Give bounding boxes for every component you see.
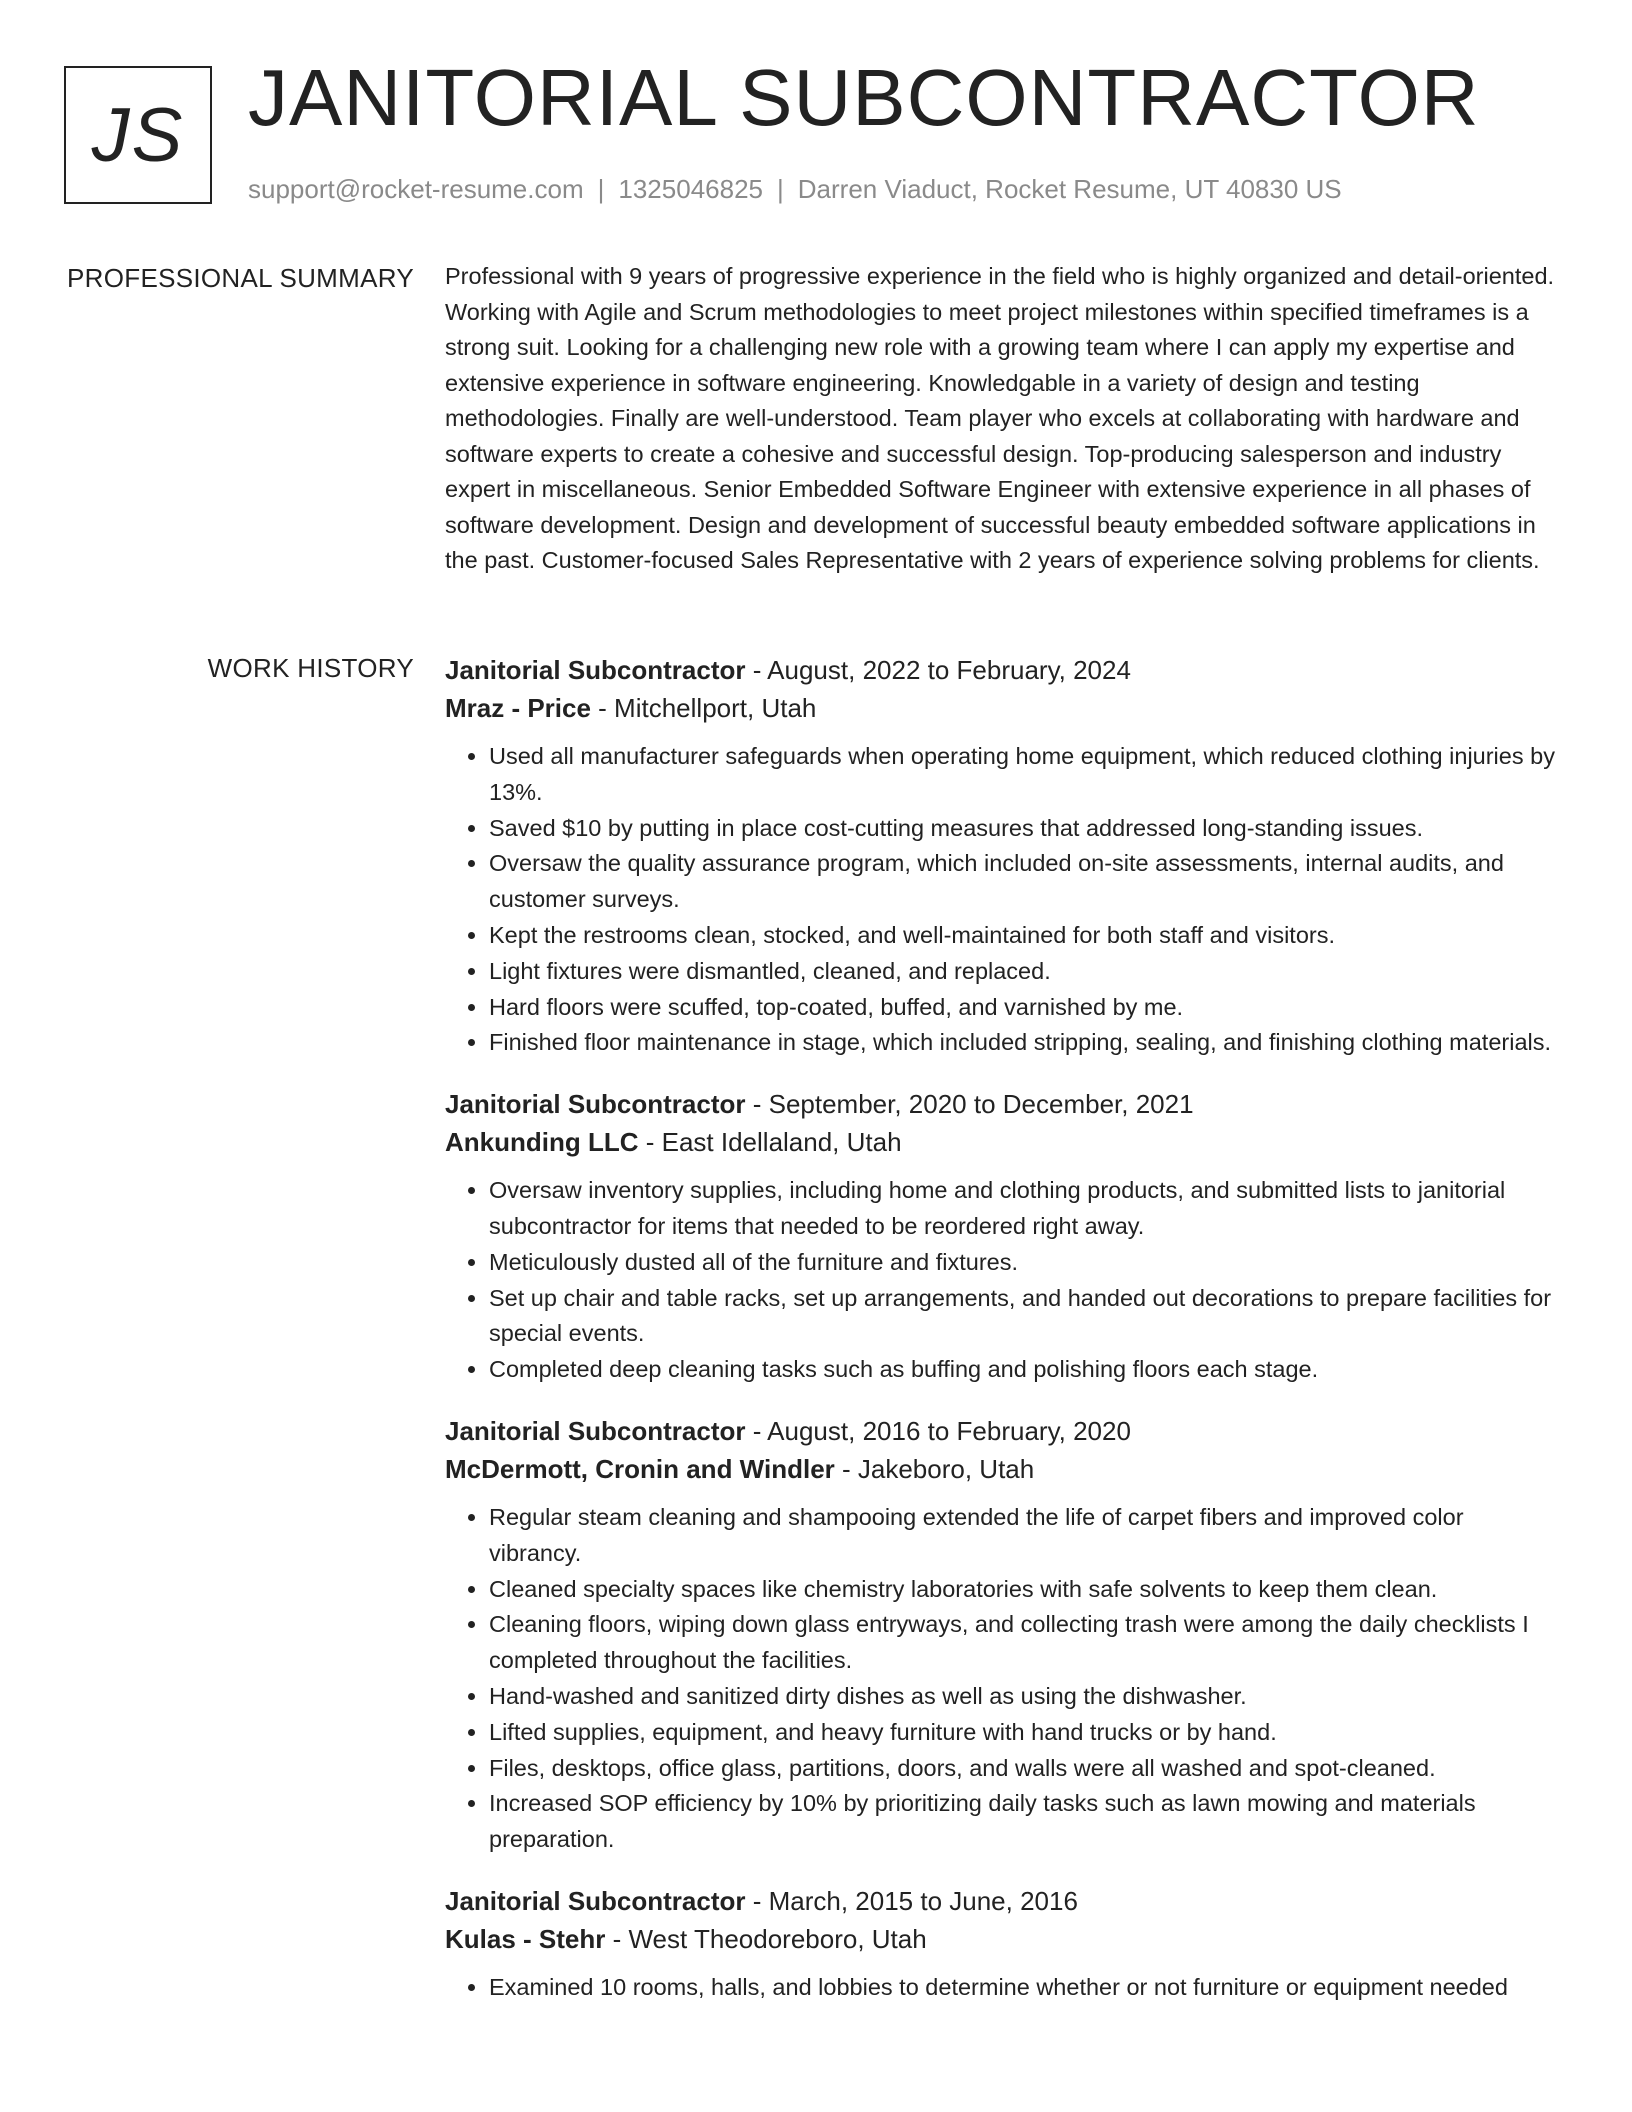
job-company-line (445, 1123, 1560, 1161)
monogram-logo (64, 66, 212, 204)
job-bullet: • Oversaw inventory supplies, including home and clothing products, and submitted lists to janitorial subcontractor for items that needed to be reordered right away. (489, 1173, 1560, 1245)
job-bullet: • Oversaw the quality assurance program, which included on-site assessments, internal audits, and customer surveys. (489, 846, 1560, 918)
job-company: Mraz - Price (445, 693, 591, 723)
jobs-list (445, 651, 1560, 2030)
job-bullet: • Set up chair and table racks, set up arrangements, and handed out decorations to prepare facilities for special events. (489, 1281, 1560, 1353)
job-bullet: • Cleaning floors, wiping down glass entryways, and collecting trash were among the daily checklists I completed throughout the facilities. (489, 1607, 1560, 1679)
contact-line (248, 174, 1342, 205)
job-title-line (445, 1882, 1560, 1920)
job-bullets (445, 1500, 1560, 1858)
job-location: - West Theodoreboro, Utah (605, 1923, 927, 1954)
job-company-line (445, 689, 1560, 727)
job-bullet: • Hand-washed and sanitized dirty dishes as well as using the dishwasher. (489, 1679, 1560, 1715)
job-company: Kulas - Stehr (445, 1923, 606, 1954)
summary-text: Professional with 9 years of progressive experience in the field who is highly organized and detail-oriented. Working with Agile and Scrum methodologies to meet project milestones within specified timeframes is a strong suit. Looking for a challenging new role with a growing team where I can apply my expertise and extensive experience in software engineering. Knowledgable in a variety of design and testing methodologies. Finally are well-understood. Team player who excels at collaborating with hardware and software experts to create a cohesive and successful design. Top-producing salesperson and industry expert in miscellaneous. Senior Embedded Software Engineer with extensive experience in all phases of software development. Design and development of successful beauty embedded software applications in the past. Customer-focused Sales Representative with 2 years of experience solving problems for clients. (445, 263, 1555, 573)
job-location: - East Idellaland, Utah (638, 1127, 902, 1158)
job-title: Janitorial Subcontractor (445, 1885, 746, 1916)
job-location: - Jakeboro, Utah (834, 1453, 1035, 1484)
job-bullet: • Regular steam cleaning and shampooing extended the life of carpet fibers and improved color vibrancy. (489, 1500, 1560, 1572)
job-company-line (445, 1450, 1560, 1488)
job-title: Janitorial Subcontractor (445, 655, 746, 685)
job-bullet: • Lifted supplies, equipment, and heavy furniture with hand trucks or by hand. (489, 1715, 1560, 1751)
job-entry (445, 1882, 1560, 2006)
job-bullet: • Cleaned specialty spaces like chemistry laboratories with safe solvents to keep them clean. (489, 1572, 1560, 1608)
job-bullet: • Kept the restrooms clean, stocked, and well-maintained for both staff and visitors. (489, 918, 1560, 954)
resume-name-title: JANITORIAL SUBCONTRACTOR (248, 53, 1480, 142)
job-title-line (445, 1085, 1560, 1123)
job-bullet: • Files, desktops, office glass, partitions, doors, and walls were all washed and spot-cleaned. (489, 1751, 1560, 1787)
job-bullet: • Completed deep cleaning tasks such as buffing and polishing floors each stage. (489, 1352, 1560, 1388)
job-bullet: • Meticulously dusted all of the furniture and fixtures. (489, 1245, 1560, 1281)
job-bullets (445, 1173, 1560, 1388)
job-bullets (445, 739, 1560, 1061)
job-entry (445, 1412, 1560, 1858)
job-company: Ankunding LLC (445, 1127, 639, 1158)
contact-separator: | (777, 174, 784, 204)
contact-address: Darren Viaduct, Rocket Resume, UT 40830 US (797, 174, 1342, 204)
job-bullets (445, 1970, 1560, 2006)
job-dates: - March, 2015 to June, 2016 (745, 1885, 1078, 1916)
job-company: McDermott, Cronin and Windler (445, 1453, 835, 1484)
job-entry (445, 651, 1560, 1061)
job-bullet: • Examined 10 rooms, halls, and lobbies to determine whether or not furniture or equipment needed (489, 1970, 1560, 2006)
job-bullet: • Light fixtures were dismantled, cleaned, and replaced. (489, 954, 1560, 990)
job-title: Janitorial Subcontractor (445, 1415, 746, 1446)
job-title-line (445, 651, 1560, 689)
contact-separator: | (597, 174, 605, 204)
contact-phone[interactable]: 1325046825 (618, 174, 763, 204)
job-company-line (445, 1920, 1560, 1958)
monogram-initials: JS (91, 92, 185, 178)
job-bullet: • Used all manufacturer safeguards when operating home equipment, which reduced clothing injuries by 13%. (489, 739, 1560, 811)
job-location: - Mitchellport, Utah (590, 693, 817, 723)
job-bullet: • Finished floor maintenance in stage, which included stripping, sealing, and finishing clothing materials. (489, 1025, 1560, 1061)
job-bullet: • Saved $10 by putting in place cost-cutting measures that addressed long-standing issues. (489, 811, 1560, 847)
job-bullet: • Hard floors were scuffed, top-coated, buffed, and varnished by me. (489, 990, 1560, 1026)
job-dates: - September, 2020 to December, 2021 (745, 1089, 1194, 1120)
job-title: Janitorial Subcontractor (445, 1089, 746, 1120)
contact-email[interactable]: support@rocket-resume.com (248, 174, 584, 204)
job-dates: - August, 2022 to February, 2024 (745, 655, 1131, 685)
section-heading-work-history: WORK HISTORY (207, 653, 414, 683)
job-bullet: • Increased SOP efficiency by 10% by prioritizing daily tasks such as lawn mowing and materials preparation. (489, 1786, 1560, 1858)
job-dates: - August, 2016 to February, 2020 (745, 1415, 1131, 1446)
section-heading-summary: PROFESSIONAL SUMMARY (67, 263, 414, 293)
job-title-line (445, 1412, 1560, 1450)
job-entry (445, 1085, 1560, 1388)
